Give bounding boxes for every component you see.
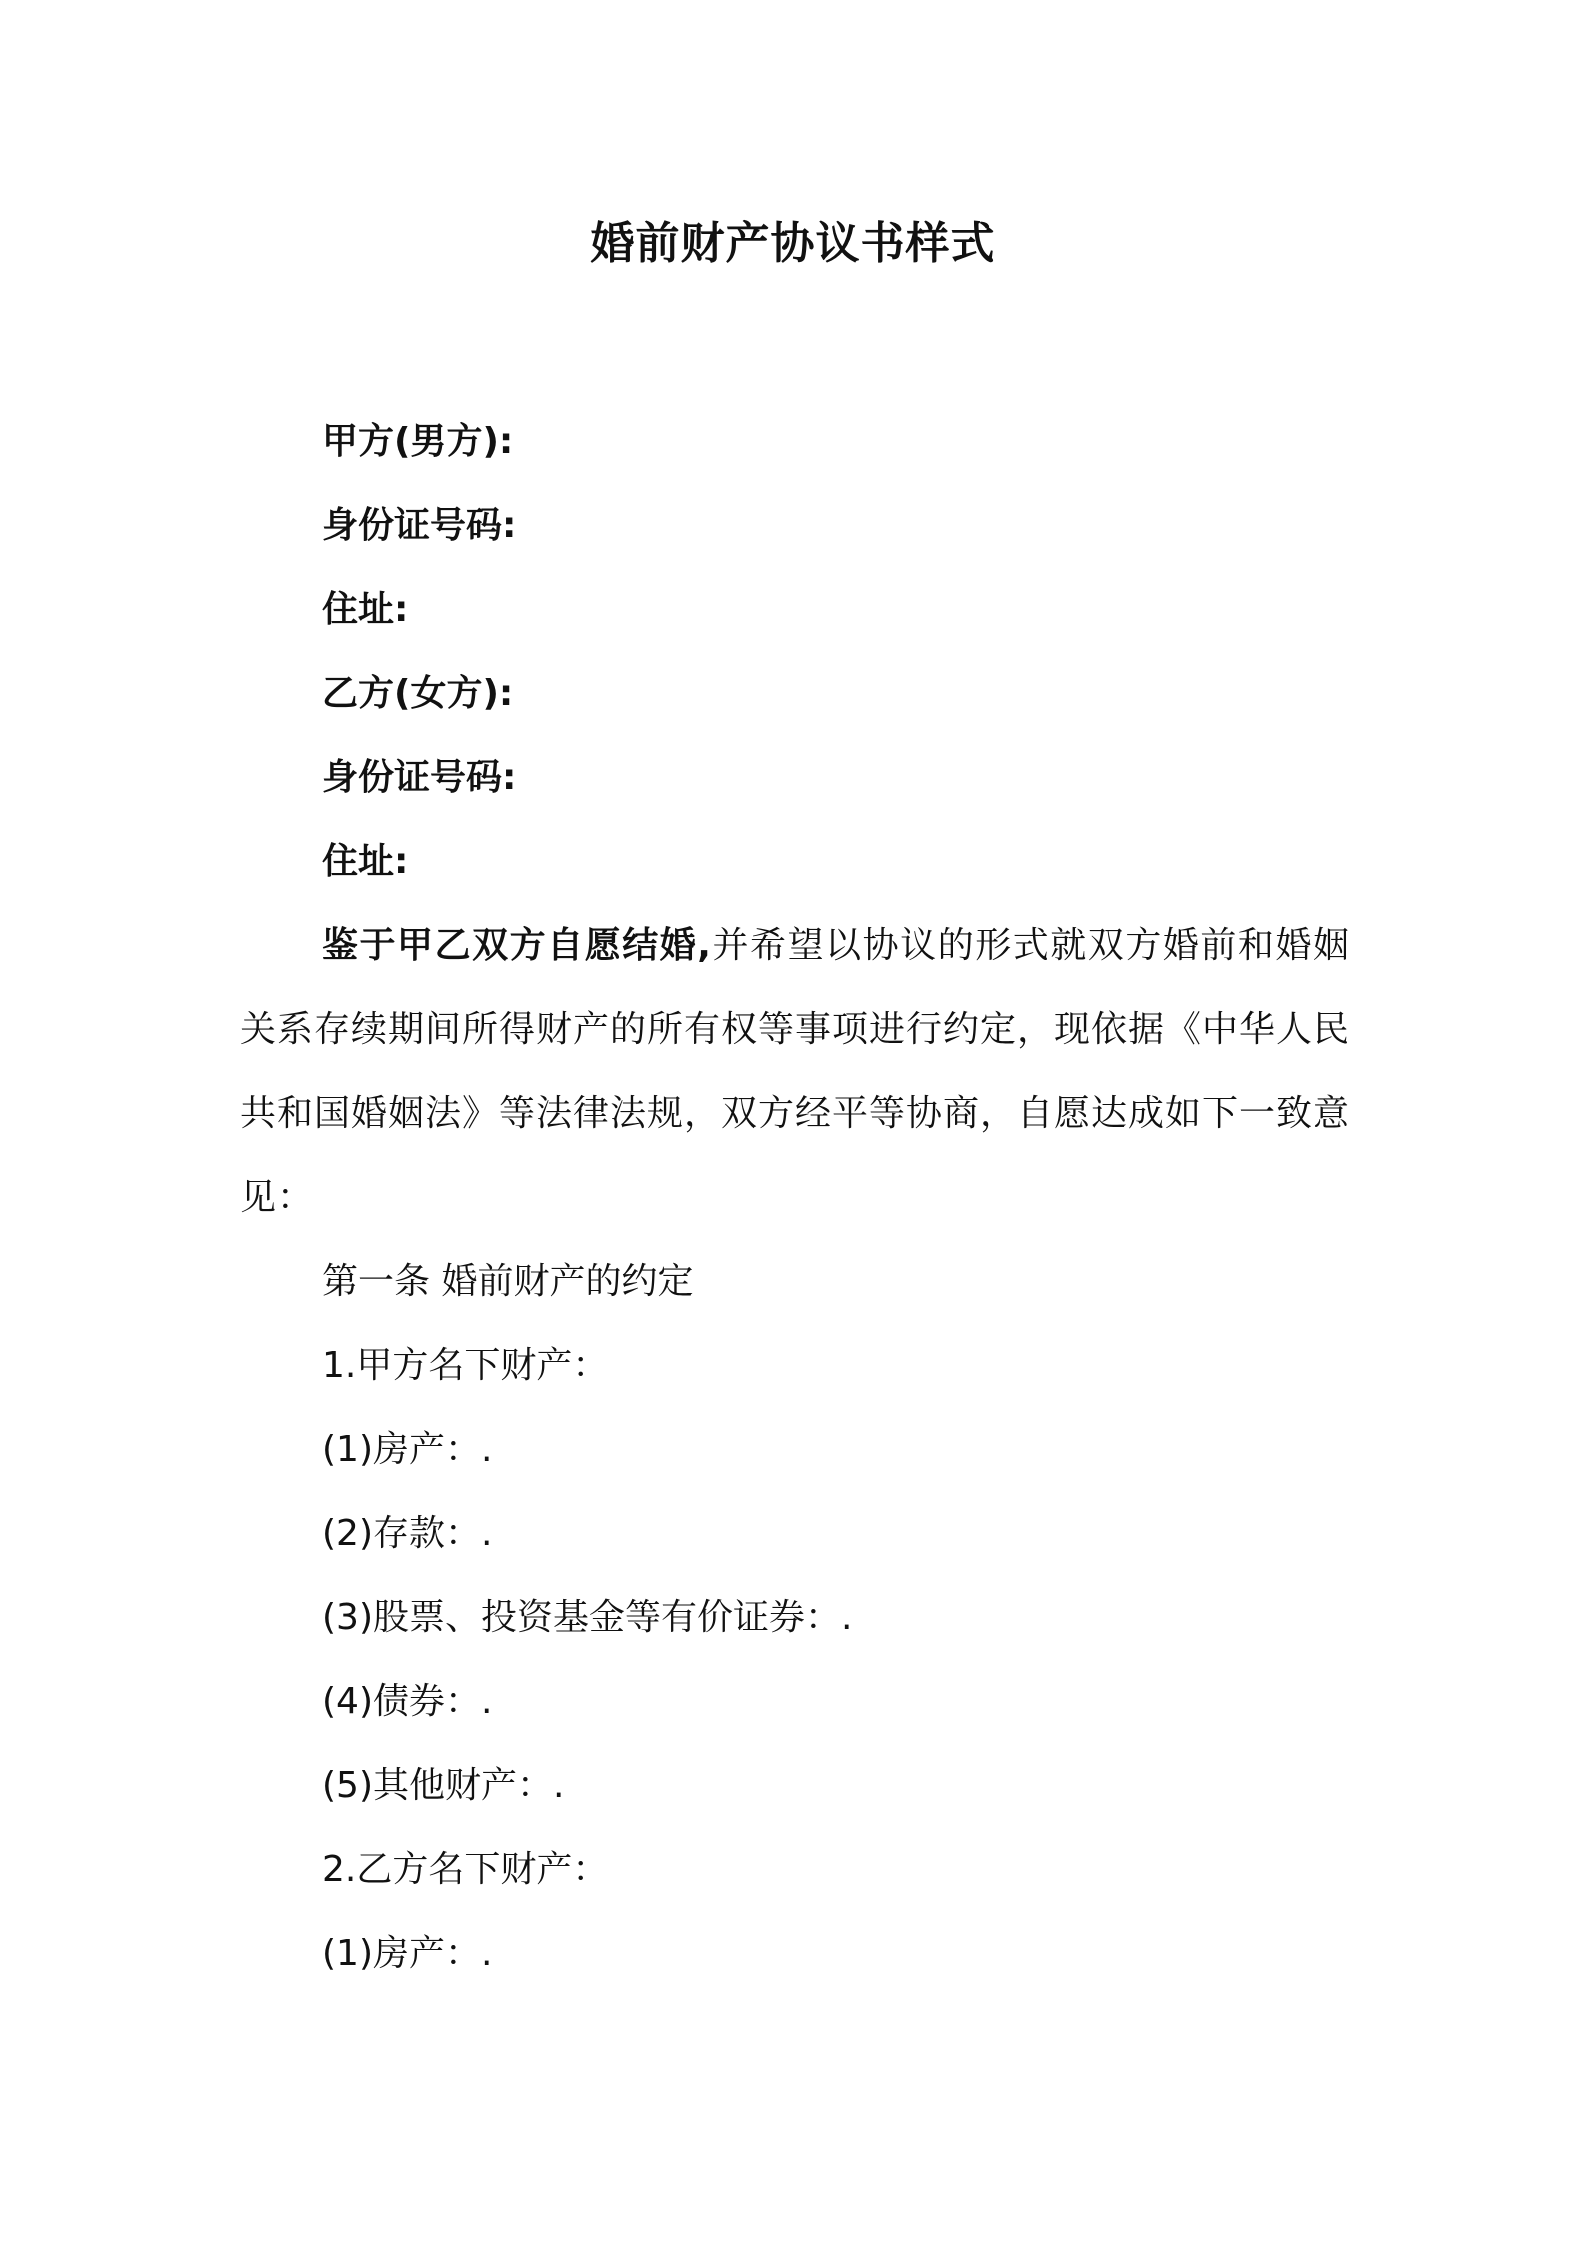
party-b-property-heading: 2.乙方名下财产： bbox=[322, 1849, 609, 1890]
preamble-lead: 鉴于甲乙双方自愿结婚, bbox=[322, 925, 712, 966]
party-b-address-label: 住址: bbox=[322, 841, 409, 882]
party-a-property-item: (5)其他财产：. bbox=[322, 1765, 565, 1806]
party-b-label: 乙方(女方): bbox=[322, 673, 514, 714]
party-a-address-label: 住址: bbox=[322, 589, 409, 630]
party-a-property-item: (3)股票、投资基金等有价证券：. bbox=[322, 1597, 853, 1638]
preamble-rest: 并希望以协议的形式就双方婚前和婚姻关系存续期间所得财产的所有权等事项进行约定，现依据《中华人民共和国婚姻法》等法律法规，双方经平等协商，自愿达成如下一致意见： bbox=[240, 925, 1351, 1218]
document-body bbox=[240, 400, 1350, 1996]
party-a-property-item: (2)存款：. bbox=[322, 1513, 493, 1554]
party-a-id-label: 身份证号码: bbox=[322, 505, 517, 546]
party-b-id-label: 身份证号码: bbox=[322, 757, 517, 798]
party-a-property-item: (4)债券：. bbox=[322, 1681, 493, 1722]
document-title: 婚前财产协议书样式 bbox=[590, 218, 996, 269]
party-a-property-heading: 1.甲方名下财产： bbox=[322, 1345, 609, 1386]
party-a-property-item: (1)房产：. bbox=[322, 1429, 493, 1470]
party-a-label: 甲方(男方): bbox=[322, 421, 514, 462]
party-b-property-item: (1)房产：. bbox=[322, 1933, 493, 1974]
preamble-paragraph bbox=[240, 904, 1350, 1240]
article-1-heading: 第一条 婚前财产的约定 bbox=[322, 1261, 694, 1302]
